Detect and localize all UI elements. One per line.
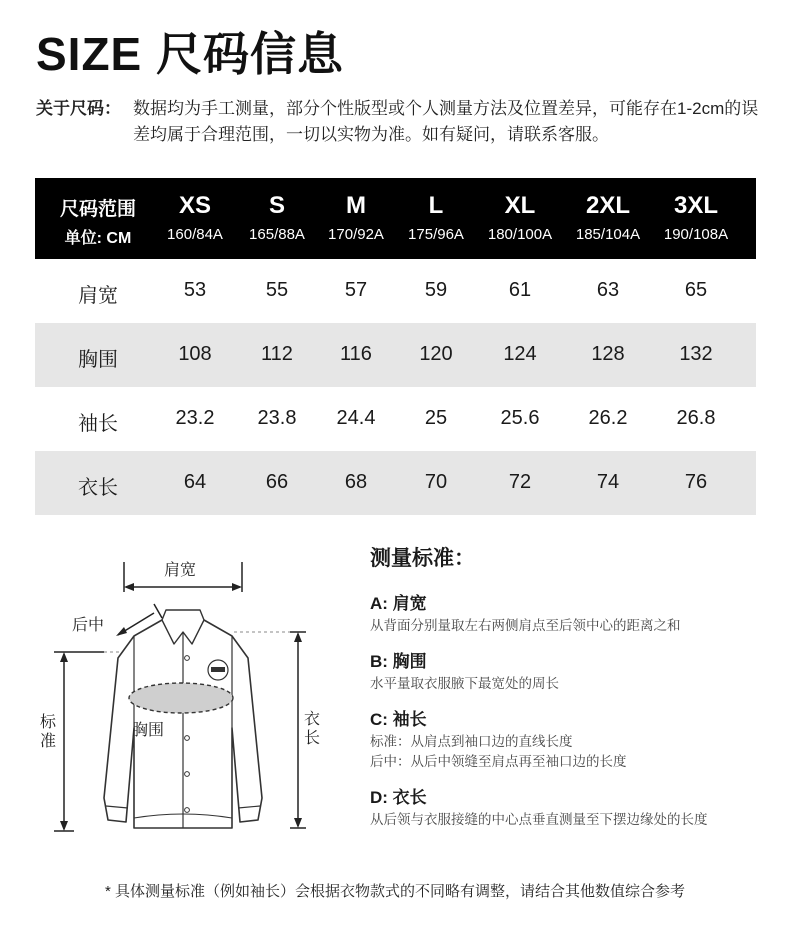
size-spec: 160/84A bbox=[167, 226, 223, 243]
standard-description: 水平量取衣服腋下最宽处的周长 bbox=[370, 676, 559, 691]
table-cell: 23.2 bbox=[175, 407, 215, 429]
table-cell: 124 bbox=[503, 343, 537, 365]
table-cell: 128 bbox=[591, 343, 625, 365]
table-cell: 76 bbox=[684, 471, 708, 493]
table-cell: 72 bbox=[508, 471, 532, 493]
table-cell: 65 bbox=[684, 279, 708, 301]
table-cell: 70 bbox=[424, 471, 448, 493]
table-cell: 132 bbox=[679, 343, 713, 365]
table-cell: 61 bbox=[508, 279, 532, 301]
standard-item bbox=[370, 786, 770, 830]
chest-label: 胸围 bbox=[132, 722, 165, 739]
table-cell: 55 bbox=[265, 279, 289, 301]
size-spec: 170/92A bbox=[328, 226, 384, 243]
size-spec: 165/88A bbox=[249, 226, 305, 243]
table-cell: 68 bbox=[344, 471, 368, 493]
table-cell: 74 bbox=[596, 471, 620, 493]
size-spec: 185/104A bbox=[575, 226, 641, 243]
footnote: * 具体测量标准（例如袖长）会根据衣物款式的不同略有调整，请结合其他数值综合参考 bbox=[104, 883, 685, 900]
row-label: 袖长 bbox=[78, 413, 118, 435]
table-cell: 25.6 bbox=[500, 407, 540, 429]
header-unit: 单位: CM bbox=[64, 230, 132, 247]
table-cell: 120 bbox=[419, 343, 453, 365]
shirt-illustration bbox=[36, 548, 316, 838]
standard-label-1: 标 bbox=[40, 714, 57, 731]
length-label-2: 长 bbox=[304, 730, 321, 747]
table-cell: 108 bbox=[178, 343, 212, 365]
table-cell: 25 bbox=[424, 407, 448, 429]
standard-description: 后中：从后中领缝至肩点再至袖口边的长度 bbox=[370, 754, 627, 769]
size-note-text: 数据均为手工测量，部分个性版型或个人测量方法及位置差异，可能存在1-2cm的误差均属于合理范围，一切以实物为准。如有疑问，请联系客服。 bbox=[133, 99, 759, 144]
table-cell: 57 bbox=[344, 279, 368, 301]
measurement-standards bbox=[370, 544, 770, 830]
standard-description: 从后领与衣服接缝的中心点垂直测量至下摆边缘处的长度 bbox=[370, 812, 708, 827]
measurement-diagram bbox=[36, 548, 321, 838]
table-cell: 59 bbox=[424, 279, 448, 301]
size-name: S bbox=[268, 192, 285, 219]
size-name: 3XL bbox=[673, 192, 718, 219]
size-note-label: 关于尺码： bbox=[36, 99, 121, 118]
length-label-1: 衣 bbox=[304, 711, 321, 728]
table-cell: 66 bbox=[265, 471, 289, 493]
standards-title: 测量标准： bbox=[370, 547, 475, 570]
standard-heading: C: 袖长 bbox=[370, 710, 427, 729]
row-label: 肩宽 bbox=[78, 285, 118, 307]
size-name: XL bbox=[504, 192, 536, 219]
standard-item bbox=[370, 592, 770, 636]
standard-description: 从背面分别量取左右两侧肩点至后领中心的距离之和 bbox=[370, 618, 681, 633]
size-name: XS bbox=[178, 192, 211, 219]
table-cell: 53 bbox=[183, 279, 207, 301]
size-table bbox=[35, 178, 756, 515]
table-cell: 24.4 bbox=[336, 407, 376, 429]
table-row bbox=[35, 387, 756, 451]
size-name: M bbox=[346, 192, 366, 219]
table-cell: 116 bbox=[340, 343, 372, 365]
size-spec: 190/108A bbox=[663, 226, 729, 243]
standard-description: 标准：从肩点到袖口边的直线长度 bbox=[370, 734, 573, 749]
header-label: 尺码范围 bbox=[59, 199, 136, 220]
table-header bbox=[35, 178, 756, 259]
row-label: 衣长 bbox=[78, 477, 118, 499]
table-row bbox=[35, 451, 756, 515]
table-cell: 64 bbox=[183, 471, 207, 493]
table-row bbox=[35, 259, 756, 323]
size-spec: 175/96A bbox=[408, 226, 464, 243]
row-label: 胸围 bbox=[78, 349, 118, 371]
back-center-label: 后中 bbox=[72, 617, 105, 634]
table-cell: 26.2 bbox=[588, 407, 628, 429]
standard-heading: B: 胸围 bbox=[370, 652, 427, 671]
shoulder-label: 肩宽 bbox=[164, 562, 197, 579]
size-spec: 180/100A bbox=[487, 226, 553, 243]
size-name: L bbox=[428, 192, 444, 219]
table-cell: 23.8 bbox=[257, 407, 297, 429]
standard-item bbox=[370, 650, 770, 694]
standard-label-2: 准 bbox=[40, 733, 57, 750]
standard-heading: D: 衣长 bbox=[370, 788, 427, 807]
page-title: SIZE 尺码信息 bbox=[36, 28, 345, 80]
standard-item bbox=[370, 708, 770, 772]
table-row bbox=[35, 323, 756, 387]
standard-heading: A: 肩宽 bbox=[370, 594, 427, 613]
size-name: 2XL bbox=[585, 192, 630, 219]
table-cell: 26.8 bbox=[676, 407, 716, 429]
table-cell: 63 bbox=[596, 279, 620, 301]
table-cell: 112 bbox=[261, 343, 293, 365]
